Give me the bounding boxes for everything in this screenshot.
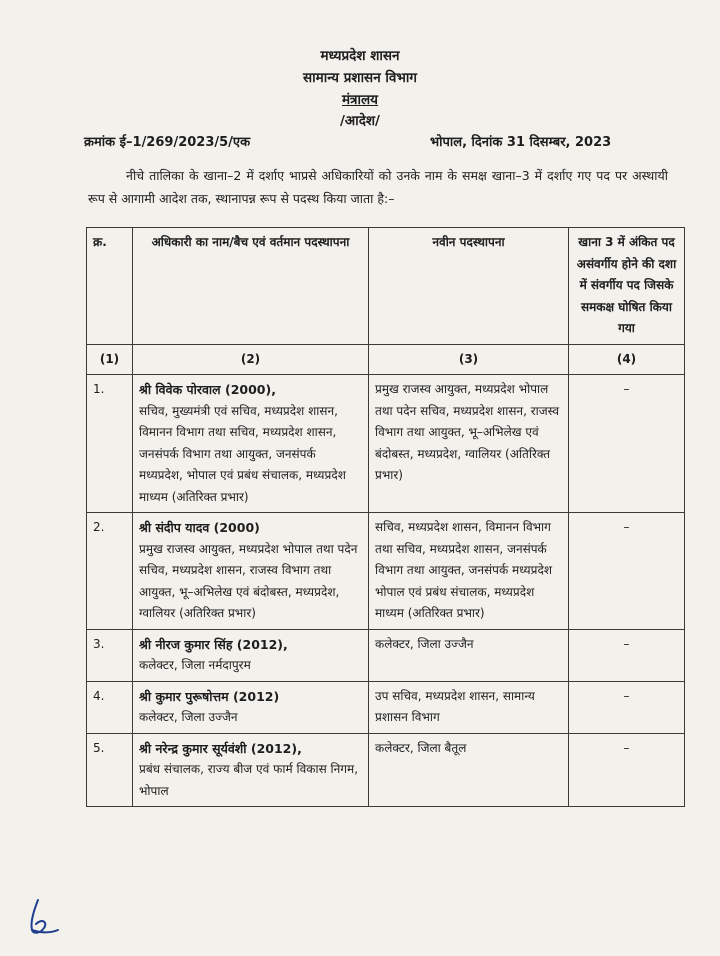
order-date: भोपाल, दिनांक 31 दिसम्बर, 2023	[430, 135, 612, 150]
current-posting: प्रमुख राजस्व आयुक्त, मध्यप्रदेश भोपाल तथा पदेन सचिव, मध्यप्रदेश शासन, राजस्व विभाग तथा आयुक्त, भू–अभिलेख एवं बंदोबस्त, मध्यप्रदेश, ग्वालियर (अतिरिक्त प्रभार)	[139, 541, 358, 620]
header-serial: क्र.	[87, 228, 133, 345]
table-row	[87, 629, 685, 681]
column-number: (2)	[133, 344, 369, 375]
current-posting: प्रबंध संचालक, राज्य बीज एवं फार्म विकास निगम, भोपाल	[139, 762, 359, 798]
header-state: मध्यप्रदेश शासन	[320, 48, 400, 64]
current-posting: कलेक्टर, जिला उज्जैन	[139, 710, 238, 724]
new-posting: प्रमुख राजस्व आयुक्त, मध्यप्रदेश भोपाल तथा पदेन सचिव, मध्यप्रदेश शासन, राजस्व विभाग तथा आयुक्त, भू–अभिलेख एवं बंदोबस्त, मध्यप्रदेश, ग्वालियर (अतिरिक्त प्रभार)	[369, 375, 569, 513]
column-number: (1)	[87, 344, 133, 375]
table-row	[87, 733, 685, 807]
equivalent-post: –	[569, 375, 685, 513]
serial-number: 4.	[87, 681, 133, 733]
officer-name: श्री विवेक पोरवाल (2000),	[139, 382, 276, 397]
header-order-title: /आदेश/	[339, 113, 380, 129]
table-header-row	[87, 228, 685, 345]
header-new-posting: नवीन पदस्थापना	[369, 228, 569, 345]
header-department: सामान्य प्रशासन विभाग	[303, 70, 417, 86]
new-posting: कलेक्टर, जिला उज्जैन	[369, 629, 569, 681]
column-number: (3)	[369, 344, 569, 375]
table-row	[87, 681, 685, 733]
order-number: क्रमांक ई–1/269/2023/5/एक	[84, 135, 251, 150]
officer-cell	[133, 733, 369, 807]
column-number: (4)	[569, 344, 685, 375]
equivalent-post: –	[569, 629, 685, 681]
current-posting: सचिव, मुख्यमंत्री एवं सचिव, मध्यप्रदेश शासन, विमानन विभाग तथा सचिव, मध्यप्रदेश शासन, जनसंपर्क विभाग तथा आयुक्त, जनसंपर्क मध्यप्रदेश, भोपाल एवं प्रबंध संचालक, मध्यप्रदेश माध्यम (अतिरिक्त प्रभार)	[139, 403, 346, 504]
header-ministry: मंत्रालय	[341, 92, 378, 108]
officer-name: श्री संदीप यादव (2000)	[139, 520, 260, 535]
officer-cell	[133, 629, 369, 681]
new-posting: सचिव, मध्यप्रदेश शासन, विमानन विभाग तथा सचिव, मध्यप्रदेश शासन, जनसंपर्क विभाग तथा आयुक्त, जनसंपर्क मध्यप्रदेश भोपाल एवं प्रबंध संचालक, मध्यप्रदेश माध्यम (अतिरिक्त प्रभार)	[369, 513, 569, 630]
serial-number: 3.	[87, 629, 133, 681]
header-officer: अधिकारी का नाम/बैच एवं वर्तमान पदस्थापना	[133, 228, 369, 345]
officer-cell	[133, 681, 369, 733]
serial-number: 1.	[87, 375, 133, 513]
current-posting: कलेक्टर, जिला नर्मदापुरम	[139, 658, 251, 672]
equivalent-post: –	[569, 681, 685, 733]
officer-name: श्री नीरज कुमार सिंह (2012),	[139, 636, 288, 652]
table-row	[87, 513, 685, 630]
column-number-row	[87, 344, 685, 375]
officer-cell	[133, 375, 369, 513]
equivalent-post: –	[569, 733, 685, 807]
new-posting: कलेक्टर, जिला बैतूल	[369, 733, 569, 807]
equivalent-post: –	[569, 513, 685, 630]
intro-paragraph: नीचे तालिका के खाना–2 में दर्शाए भाप्रसे अधिकारियों को उनके नाम के समक्ष खाना–3 में दर्शाए गए पद पर अस्थायी रूप से आगामी आदेश तक, स्थानापन्न रूप से पदस्थ किया जाता है:–	[88, 168, 668, 206]
officer-name: श्री नरेन्द्र कुमार सूर्यवंशी (2012),	[139, 740, 302, 756]
signature-initial	[24, 896, 64, 940]
serial-number: 2.	[87, 513, 133, 630]
table-row	[87, 375, 685, 513]
new-posting: उप सचिव, मध्यप्रदेश शासन, सामान्य प्रशासन विभाग	[369, 681, 569, 733]
header-equivalent-post: खाना 3 में अंकित पद असंवर्गीय होने की दशा में संवर्गीय पद जिसके समकक्ष घोषित किया गया	[569, 228, 685, 345]
officer-name: श्री कुमार पुरूषोत्तम (2012)	[139, 688, 280, 704]
officer-cell	[133, 513, 369, 630]
serial-number: 5.	[87, 733, 133, 807]
posting-table	[86, 227, 685, 807]
